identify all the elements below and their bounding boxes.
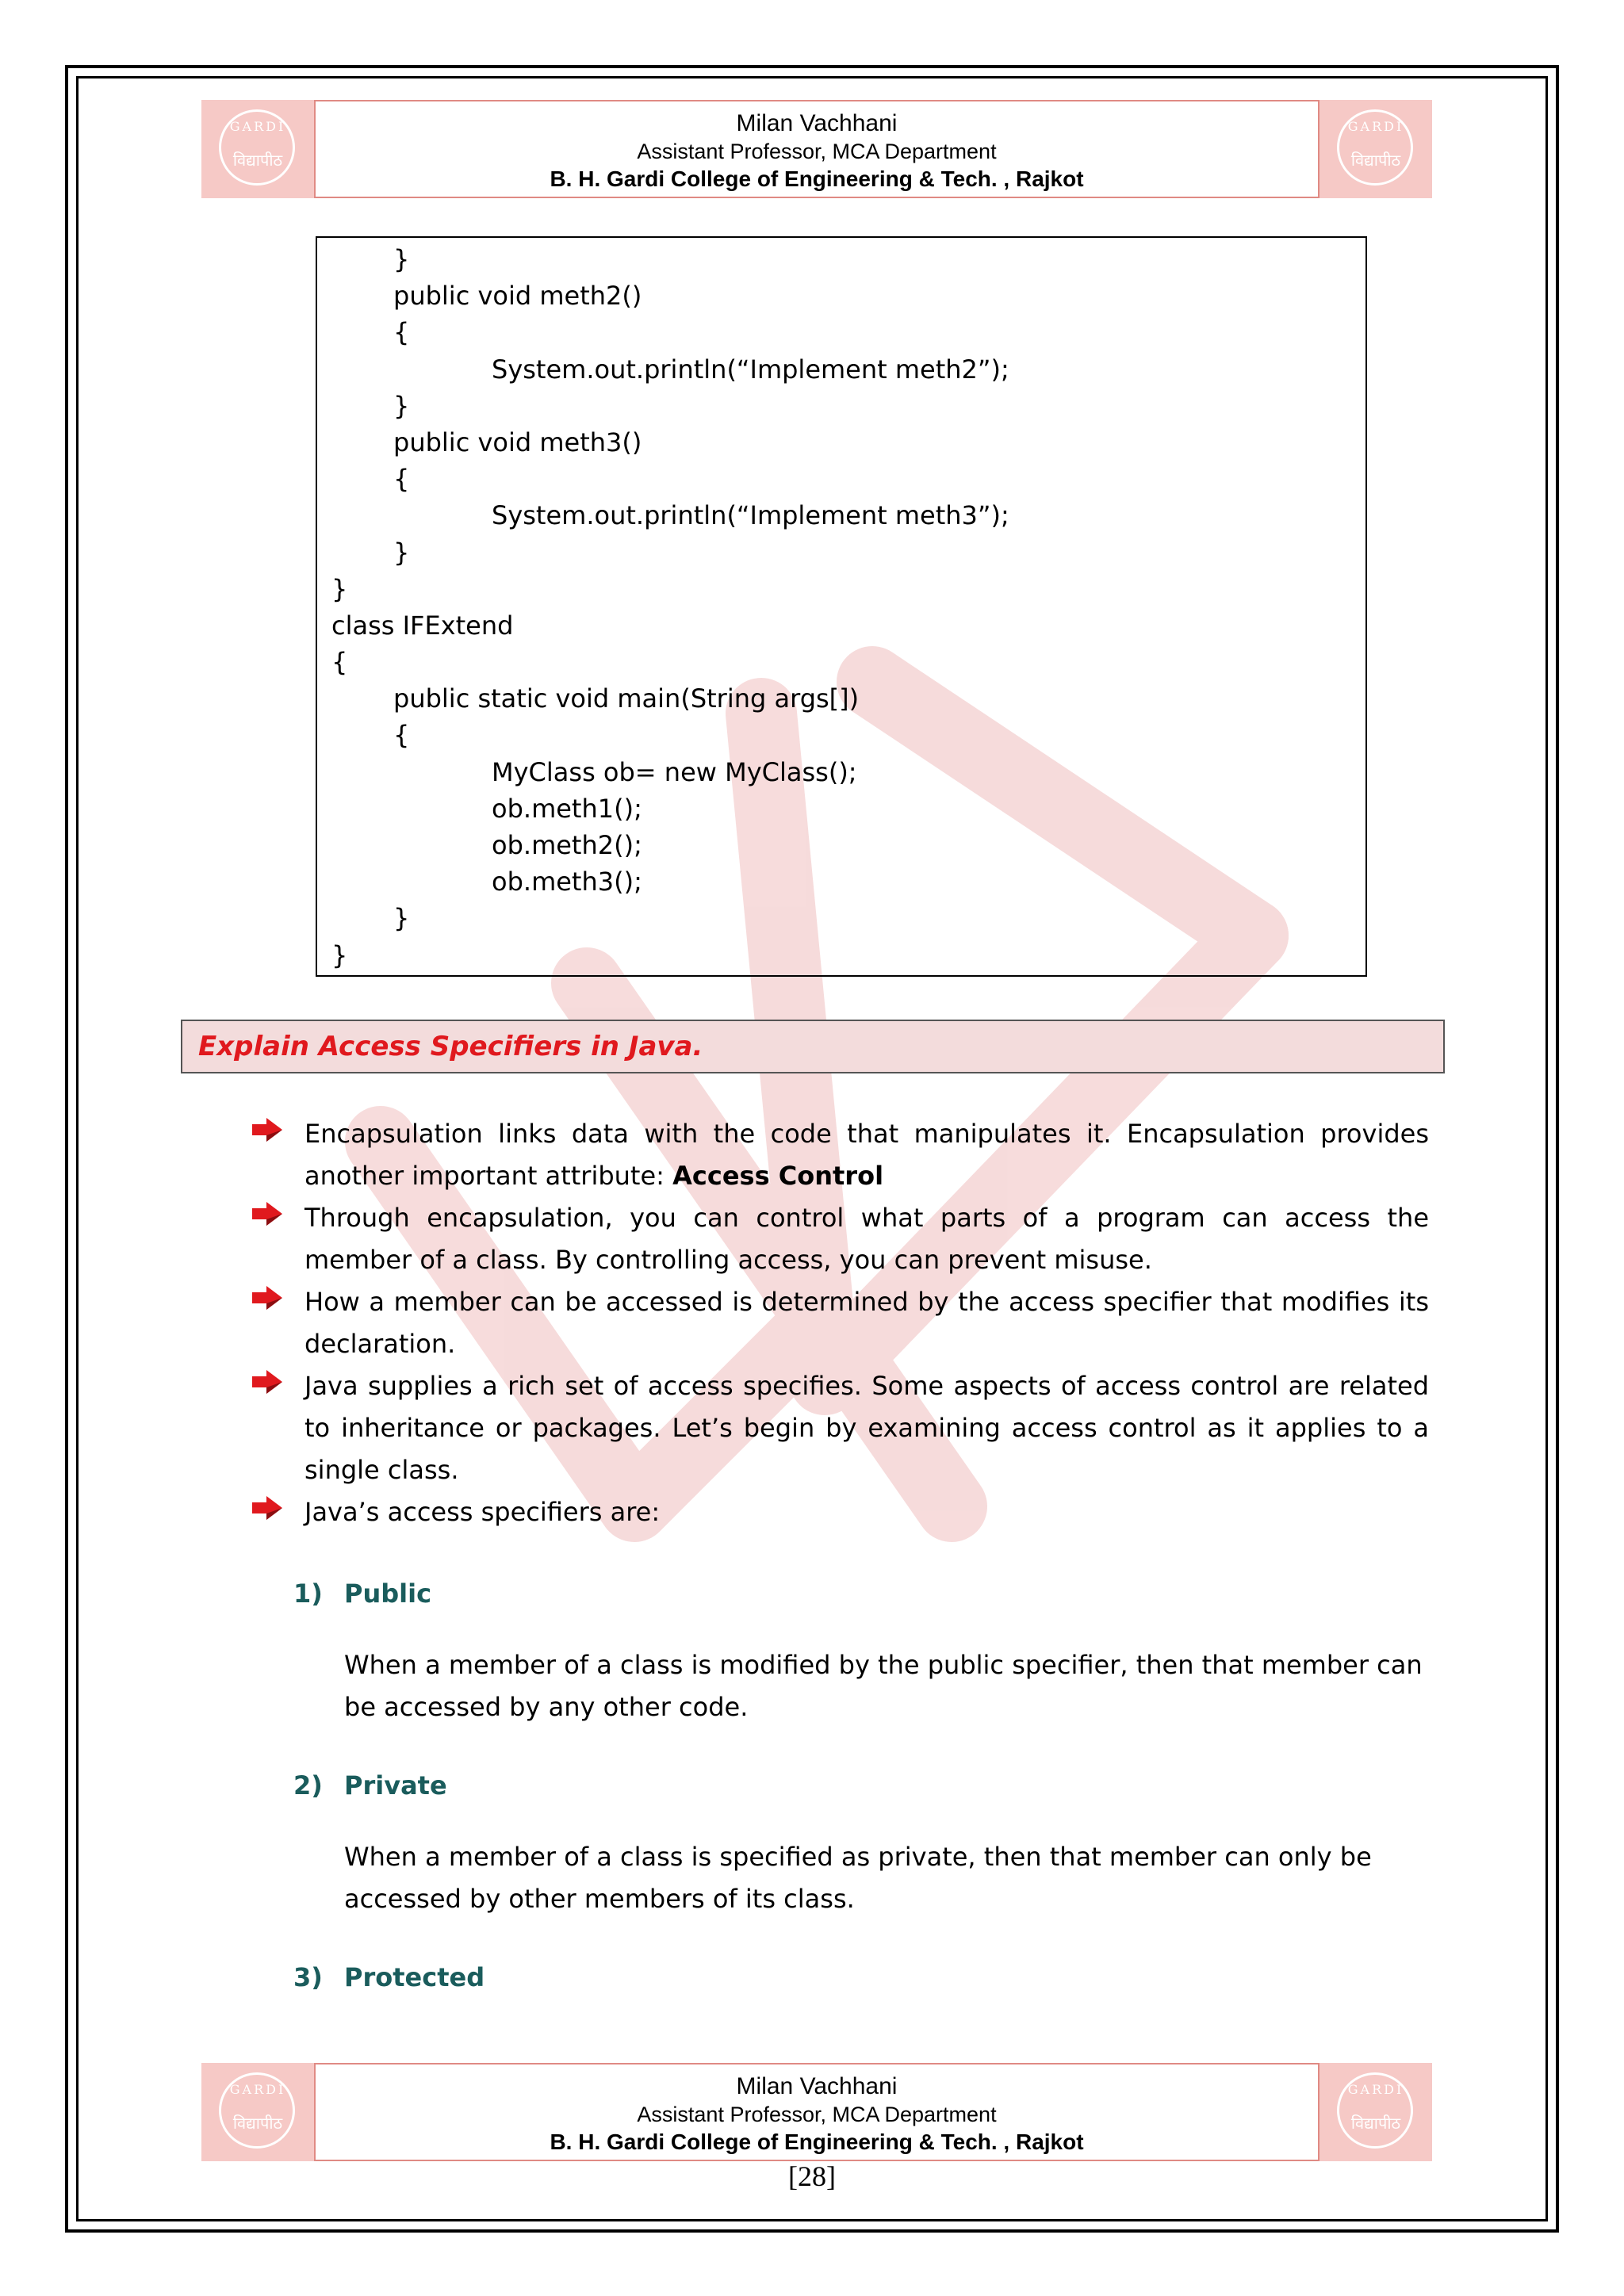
college-name: B. H. Gardi College of Engineering & Tech. , Rajkot (550, 2130, 1084, 2154)
code-line: } (331, 939, 348, 970)
red-arrow-icon (252, 1370, 282, 1394)
page-footer (201, 2063, 1432, 2164)
bullet-text: Through encapsulation, you can control what parts of a program can access the member of a class. By controlling access, you can prevent misuse. (304, 1203, 1429, 1275)
author-name: Milan Vachhani (736, 110, 898, 136)
header-info-box (314, 100, 1320, 198)
college-logo-right: GARDI विद्यापीठ (1320, 2063, 1432, 2161)
college-logo-left: GARDI विद्यापीठ (201, 100, 314, 198)
section-title: Protected (344, 1962, 485, 1992)
code-listing-box (316, 236, 1367, 977)
code-line: { (331, 647, 348, 678)
bullet-text: Java supplies a rich set of access specifies. Some aspects of access control are related to inheritance or packages. Let’s begin by examining access control as it applies to a single class. (304, 1371, 1429, 1485)
code-line: } (393, 244, 410, 274)
code-line: public void meth2() (393, 281, 642, 312)
code-line: } (393, 903, 410, 934)
red-arrow-icon (252, 1286, 282, 1310)
code-line: public static void main(String args[]) (393, 683, 860, 714)
red-arrow-icon (252, 1118, 282, 1142)
section-public-text: When a member of a class is modified by the public specifier, then that member can be accessed by any other code. (344, 1650, 1423, 1722)
footer-info-box (314, 2063, 1320, 2161)
red-arrow-icon (252, 1496, 282, 1520)
code-line: } (331, 573, 348, 604)
code-line: System.out.println(“Implement meth3”); (492, 500, 1009, 531)
bullet-item (252, 1491, 1429, 1533)
bullet-item (252, 1281, 1429, 1365)
author-position: Assistant Professor, MCA Department (637, 2103, 997, 2126)
author-name: Milan Vachhani (736, 2073, 898, 2099)
page-number: [28] (788, 2160, 836, 2192)
red-arrow-icon (252, 1202, 282, 1226)
question-heading: Explain Access Specifiers in Java. (181, 1020, 1445, 1073)
code-line: ob.meth2(); (492, 830, 642, 860)
section-title: Public (344, 1578, 432, 1609)
code-line: { (393, 720, 410, 751)
code-line: System.out.println(“Implement meth2”); (492, 354, 1009, 385)
bullet-item (252, 1113, 1429, 1197)
code-line: public void meth3() (393, 427, 642, 457)
code-line: class IFExtend (331, 610, 514, 641)
code-line: { (393, 464, 410, 495)
page-header (201, 100, 1432, 201)
code-listing (317, 241, 1009, 974)
bullet-text: Encapsulation links data with the code that manipulates it. Encapsulation provides another important attribute: (304, 1119, 1429, 1191)
section-title: Private (344, 1770, 447, 1800)
bullet-bold-text: Access Control (672, 1161, 884, 1191)
code-line: } (393, 390, 410, 421)
bullet-text: How a member can be accessed is determined by the access specifier that modifies its declaration. (304, 1287, 1429, 1359)
college-logo-left: GARDI विद्यापीठ (201, 2063, 314, 2161)
author-position: Assistant Professor, MCA Department (637, 140, 997, 163)
code-line: ob.meth3(); (492, 867, 642, 897)
code-line: } (393, 537, 410, 568)
college-name: B. H. Gardi College of Engineering & Tech. , Rajkot (550, 166, 1084, 191)
section-number: 2) (293, 1770, 323, 1800)
code-line: MyClass ob= new MyClass(); (492, 756, 857, 787)
code-line: { (393, 317, 410, 348)
section-private-text: When a member of a class is specified as private, then that member can only be accessed by other members of its class. (344, 1842, 1372, 1914)
section-number: 3) (293, 1962, 323, 1992)
section-number: 1) (293, 1578, 323, 1609)
bullet-list (252, 1113, 1429, 1533)
bullet-text: Java’s access specifiers are: (304, 1497, 661, 1527)
bullet-item (252, 1197, 1429, 1281)
bullet-item (252, 1365, 1429, 1491)
college-logo-right: GARDI विद्यापीठ (1320, 100, 1432, 198)
code-line: ob.meth1(); (492, 793, 642, 824)
